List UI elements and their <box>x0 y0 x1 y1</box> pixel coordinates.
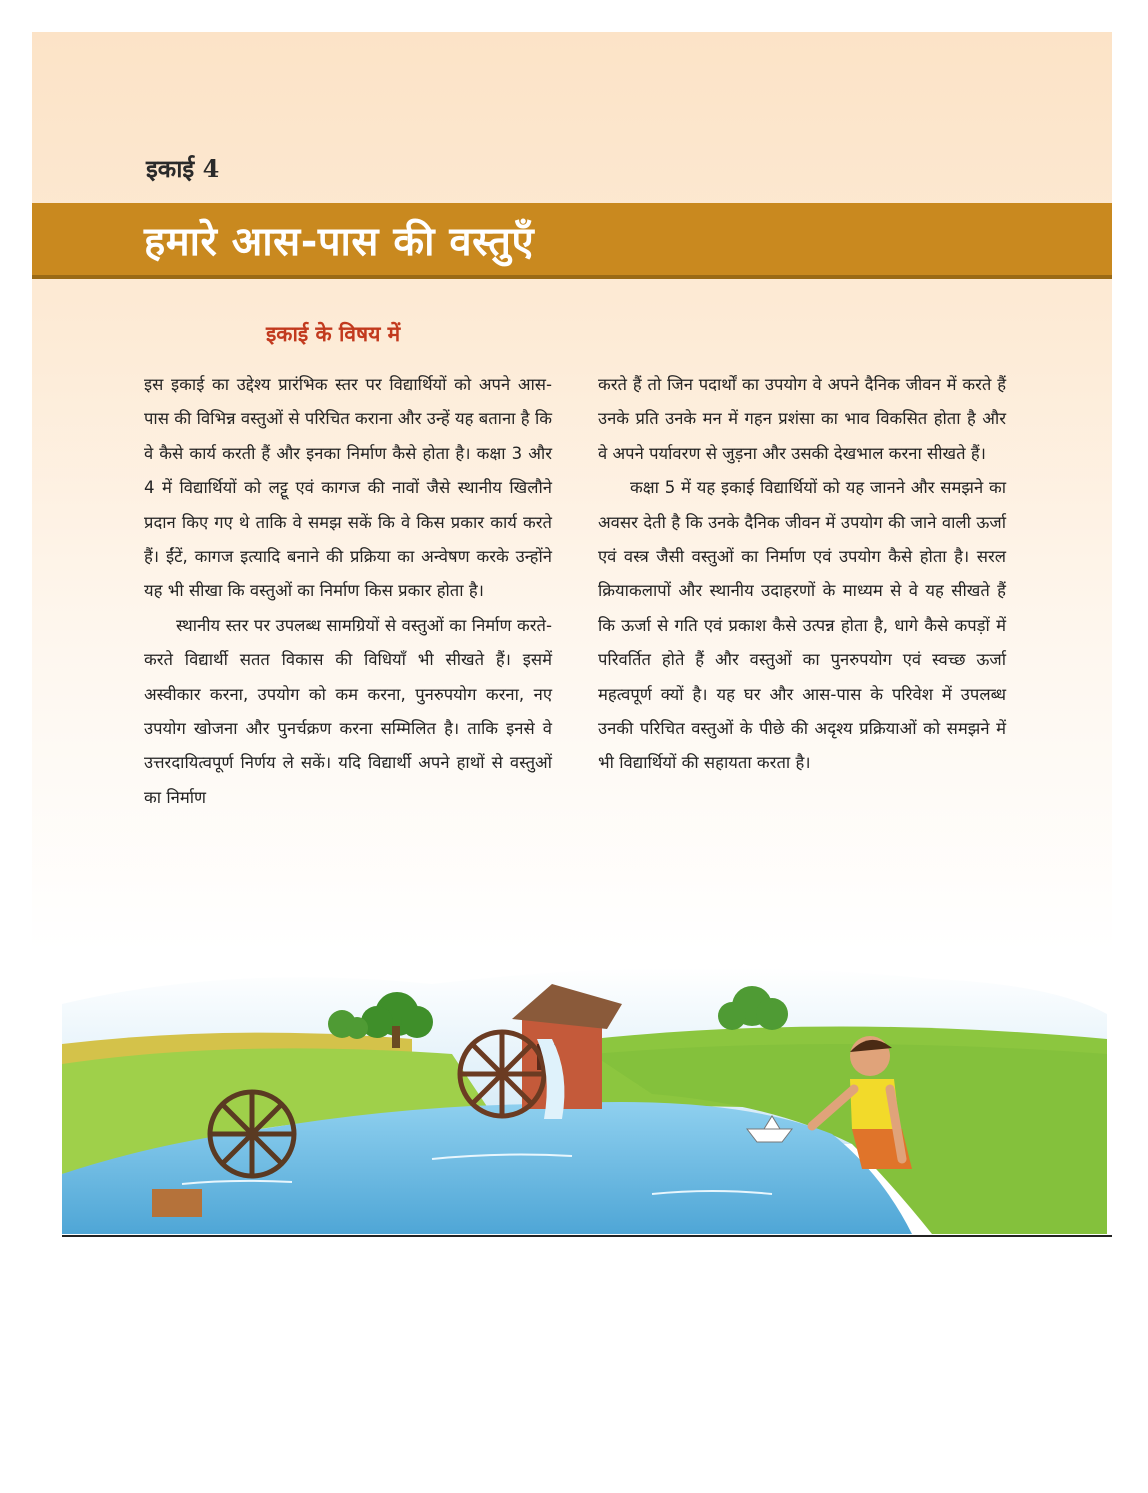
text-column-left <box>144 368 552 815</box>
water-wheel <box>210 1092 294 1176</box>
text-column-right <box>598 368 1006 781</box>
unit-label: इकाई 4 <box>146 154 220 183</box>
paragraph: कक्षा 5 में यह इकाई विद्यार्थियों को यह जानने और समझने का अवसर देती है कि उनके दैनिक जीवन में उपयोग की जाने वाली ऊर्जा एवं वस्त्र जैसी वस्तुओं का निर्माण एवं उपयोग कैसे होता है। सरल क्रियाकलापों और स्थानीय उदाहरणों के माध्यम से वे यह सीखते हैं कि ऊर्जा से गति एवं प्रकाश कैसे उत्पन्न होता है, धागे कैसे कपड़ों में परिवर्तित होते हैं और वस्तुओं का पुनरुपयोग एवं स्वच्छ ऊर्जा महत्वपूर्ण क्यों है। यह घर और आस-पास के परिवेश में उपलब्ध उनकी परिचित वस्तुओं के पीछे की अदृश्य प्रक्रियाओं को समझने में भी विद्यार्थियों की सहायता करता है। <box>598 478 1006 773</box>
water-wheel <box>460 1032 544 1116</box>
paragraph: इस इकाई का उद्देश्य प्रारंभिक स्तर पर विद्यार्थियों को अपने आस-पास की विभिन्न वस्तुओं से परिचित कराना और उन्हें यह बताना है कि वे कैसे कार्य करती हैं और इनका निर्माण कैसे होता है। कक्षा 3 और 4 में विद्यार्थियों को लट्टू एवं कागज की नावों जैसे स्थानीय खिलौने प्रदान किए गए थे ताकि वे समझ सकें कि वे किस प्रकार कार्य करते हैं। ईंटें, कागज इत्यादि बनाने की प्रक्रिया का अन्वेषण करके उन्होंने यह भी सीखा कि वस्तुओं का निर्माण किस प्रकार होता है। <box>144 375 552 601</box>
basket <box>152 1189 202 1217</box>
paragraph: स्थानीय स्तर पर उपलब्ध सामग्रियों से वस्तुओं का निर्माण करते-करते विद्यार्थी सतत विकास की विधियाँ भी सीखते हैं। इसमें अस्वीकार करना, उपयोग को कम करना, पुनरुपयोग करना, नए उपयोग खोजना और पुनर्चक्रण करना सम्मिलित है। ताकि इनसे वे उत्तरदायित्वपूर्ण निर्णय ले सकें। यदि विद्यार्थी अपने हाथों से वस्तुओं का निर्माण <box>144 615 552 807</box>
section-heading: इकाई के विषय में <box>266 322 401 346</box>
river-scene-illustration <box>32 944 1112 1244</box>
paragraph: करते हैं तो जिन पदार्थों का उपयोग वे अपने दैनिक जीवन में करते हैं उनके प्रति उनके मन में गहन प्रशंसा का भाव विकसित होता है और वे अपने पर्यावरण से जुड़ना और उसकी देखभाल करना सीखते हैं। <box>598 375 1006 463</box>
chapter-title: हमारे आस-पास की वस्तुएँ <box>144 219 535 265</box>
